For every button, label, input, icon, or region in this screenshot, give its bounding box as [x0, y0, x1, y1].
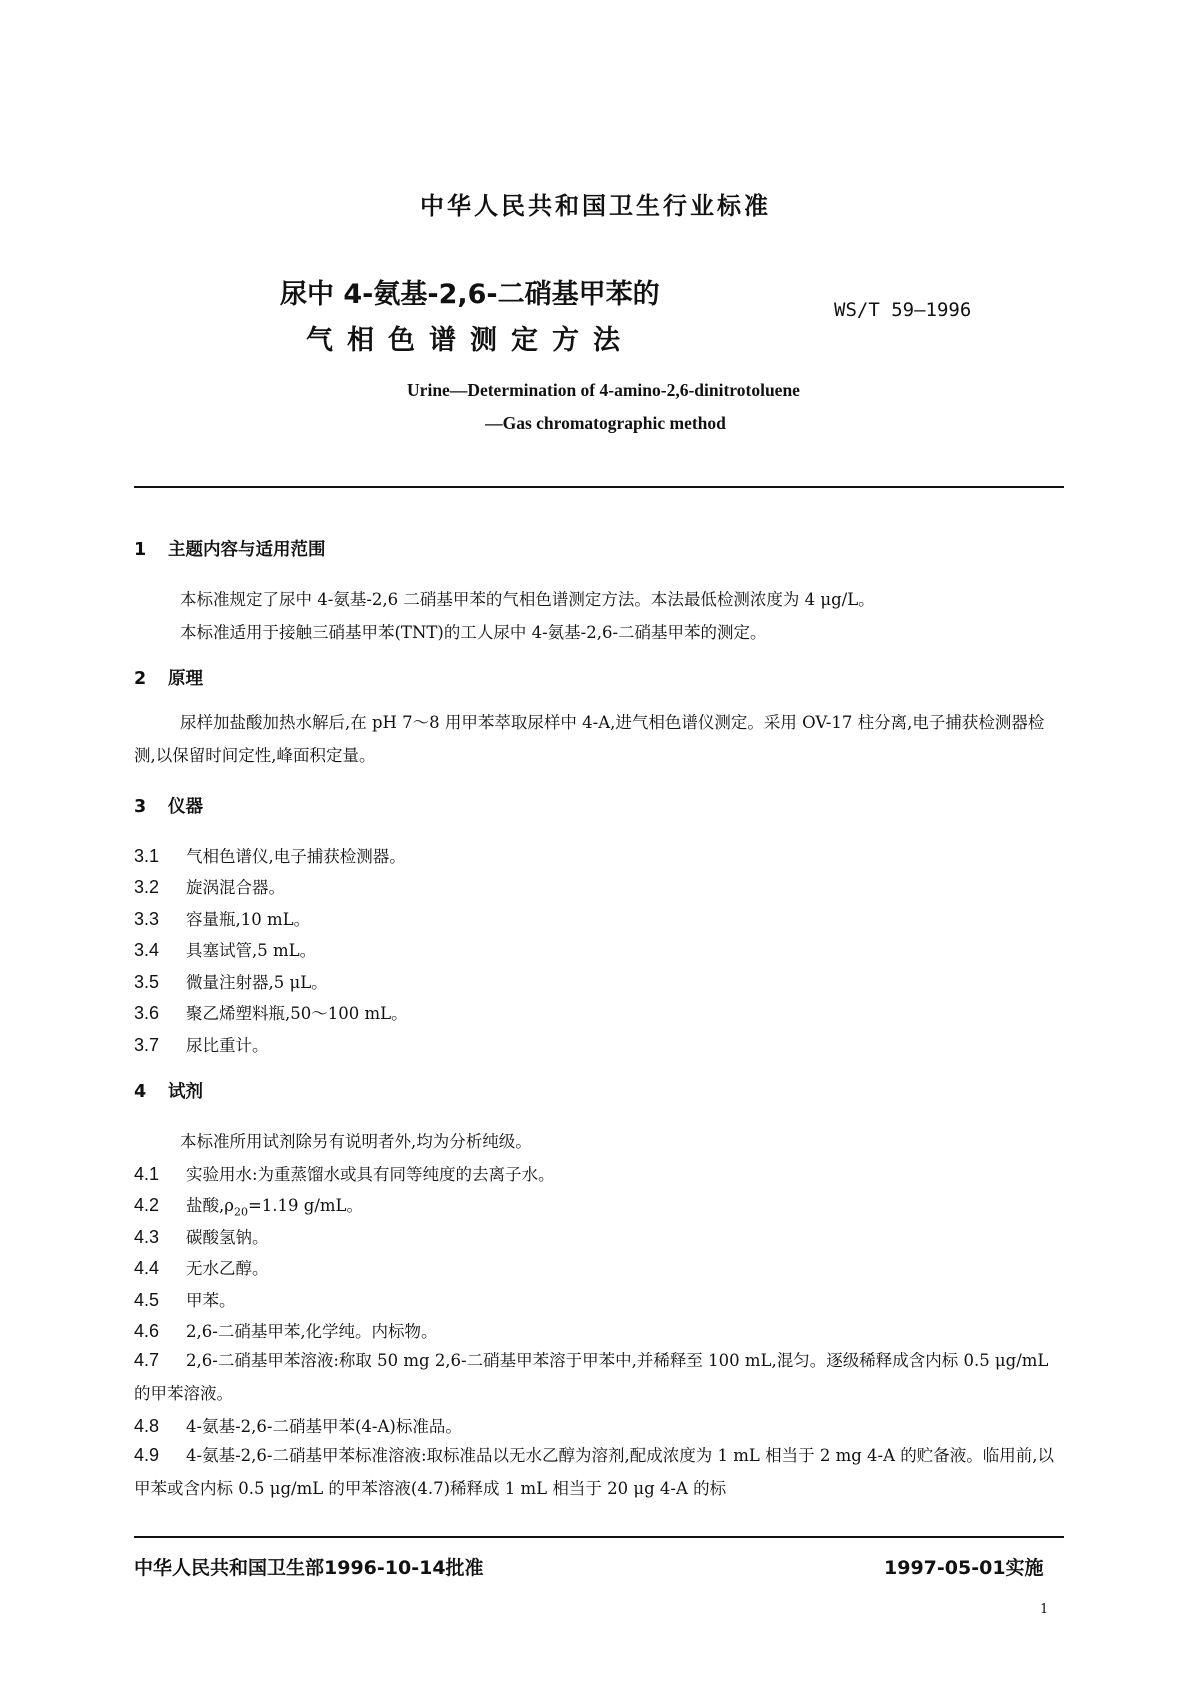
list-item: 4.7 2,6-二硝基甲苯溶液:称取 50 mg 2,6-二硝基甲苯溶于甲苯中,并稀释至 100 mL,混匀。逐级稀释成含内标 0.5 μg/mL 的甲苯溶液。	[134, 1350, 1049, 1403]
list-item: 3.4 具塞试管,5 mL。	[134, 940, 317, 960]
english-title-line1: Urine—Determination of 4-amino-2,6-dinitrotoluene	[407, 380, 800, 400]
list-item: 4.9 4-氨基-2,6-二硝基甲苯标准溶液:取标准品以无水乙醇为溶剂,配成浓度为 1 mL 相当于 2 mg 4-A 的贮备液。临用前,以甲苯或含内标 0.5 μg/mL 的甲苯溶液(4.7)稀释成 1 mL 相当于 20 μg 4-A 的标	[134, 1445, 1055, 1498]
approval-note: 中华人民共和国卫生部1996-10-14批准	[134, 1557, 484, 1579]
section-number: 4	[134, 1082, 147, 1102]
list-item: 3.1 气相色谱仪,电子捕获检测器。	[134, 846, 406, 866]
section-title: 原理	[168, 669, 203, 689]
header-divider	[134, 486, 1064, 488]
list-item: 4.2 盐酸$,\rho_{20}=1.19$ g/mL。	[134, 1195, 363, 1219]
english-title-line2: —Gas chromatographic method	[485, 413, 726, 433]
footer-divider	[134, 1536, 1064, 1538]
list-item: 3.7 尿比重计。	[134, 1035, 269, 1055]
list-item: 4.1 实验用水:为重蒸馏水或具有同等纯度的去离子水。	[134, 1164, 555, 1184]
section-4-intro: 本标准所用试剂除另有说明者外,均为分析纯级。	[180, 1132, 532, 1151]
section-number: 2	[134, 669, 147, 689]
section-3-heading	[134, 793, 203, 818]
subscript: 20	[233, 1205, 248, 1219]
list-item: 4.8 4-氨基-2,6-二硝基甲苯(4-A)标准品。	[134, 1416, 462, 1436]
document-title-line2: 气相色谱测定方法	[306, 325, 634, 356]
section-1-paragraph-1: 本标准规定了尿中 4-氨基-2,6 二硝基甲苯的气相色谱测定方法。本法最低检测浓度为 4 μg/L。	[180, 590, 875, 609]
section-2-paragraph: 尿样加盐酸加热水解后,在 pH 7～8 用甲苯萃取尿样中 4-A,进气相色谱仪测定。采用 OV-17 柱分离,电子捕获检测器检测,以保留时间定性,峰面积定量。	[134, 713, 1045, 765]
section-1-paragraph-2: 本标准适用于接触三硝基甲苯(TNT)的工人尿中 4-氨基-2,6-二硝基甲苯的测定。	[180, 623, 767, 642]
list-item: 4.3 碳酸氢钠。	[134, 1227, 269, 1247]
section-number: 1	[134, 540, 147, 560]
section-title: 试剂	[168, 1082, 203, 1102]
list-item: 3.6 聚乙烯塑料瓶,50～100 mL。	[134, 1003, 408, 1023]
list-item: 4.5 甲苯。	[134, 1290, 236, 1310]
page-number: 1	[1040, 1602, 1049, 1617]
section-1-heading	[134, 536, 326, 561]
standard-body-title: 中华人民共和国卫生行业标准	[420, 192, 771, 220]
section-title: 仪器	[168, 797, 203, 817]
section-title: 主题内容与适用范围	[168, 540, 326, 560]
section-4-heading	[134, 1078, 203, 1103]
list-item: 3.5 微量注射器,5 μL。	[134, 972, 328, 992]
list-item: 3.2 旋涡混合器。	[134, 877, 285, 897]
section-number: 3	[134, 797, 147, 817]
section-2-heading	[134, 665, 203, 690]
document-title-line1: 尿中 4-氨基-2,6-二硝基甲苯的	[280, 279, 660, 310]
list-item: 3.3 容量瓶,10 mL。	[134, 909, 311, 929]
standard-code: WS/T 59—1996	[834, 299, 972, 321]
list-item: 4.6 2,6-二硝基甲苯,化学纯。内标物。	[134, 1321, 438, 1341]
list-item: 4.4 无水乙醇。	[134, 1258, 269, 1278]
implementation-date: 1997-05-01实施	[884, 1557, 1044, 1579]
